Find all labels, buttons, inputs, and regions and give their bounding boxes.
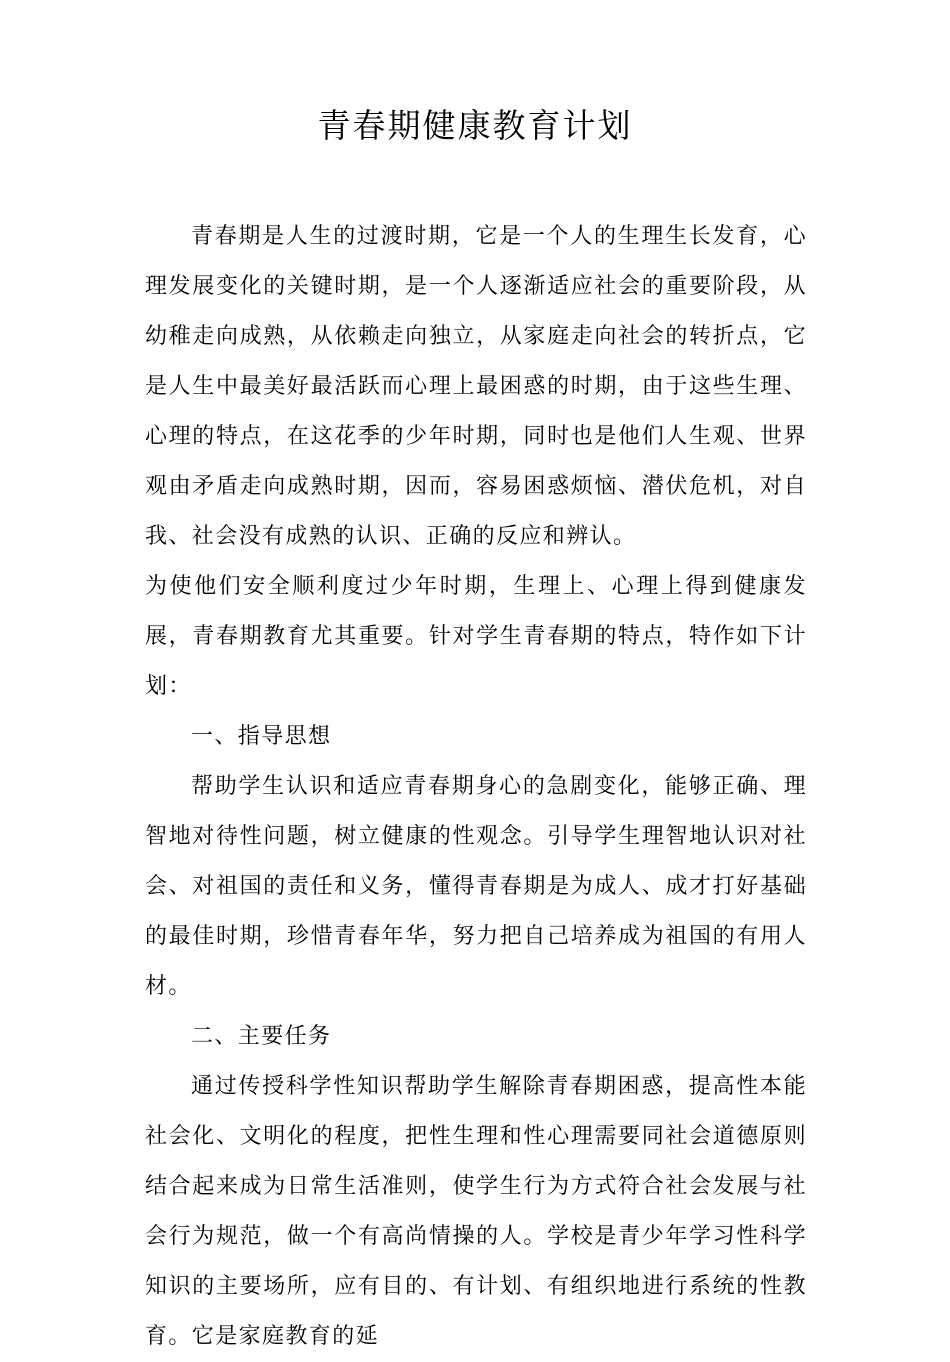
intro-paragraph-1: 青春期是人生的过渡时期，它是一个人的生理生长发育，心理发展变化的关键时期，是一个人逐渐适应社会的重要阶段，从幼稚走向成熟，从依赖走向独立，从家庭走向社会的转折点，它是人生中最美好最活跃而心理上最困惑的时期，由于这些生理、心理的特点，在这花季的少年时期，同时也是他们人生观、世界观由矛盾走向成熟时期，因而，容易困惑烦恼、潜伏危机，对自我、社会没有成熟的认识、正确的反应和辨认。 xyxy=(145,224,807,549)
section-paragraph-main-tasks: 通过传授科学性知识帮助学生解除青春期困惑，提高性本能社会化、文明化的程度，把性生理和性心理需要同社会道德原则结合起来成为日常生活准则，使学生行为方式符合社会发展与社会行为规范，做一个有高尚情操的人。学校是青少年学习性科学知识的主要场所，应有目的、有计划、有组织地进行系统的性教育。它是家庭教育的延 xyxy=(145,1074,807,1349)
section-heading-guiding-ideology: 一、指导思想 xyxy=(191,724,332,749)
document-body xyxy=(145,212,807,1362)
intro-paragraph-2: 为使他们安全顺利度过少年时期，生理上、心理上得到健康发展，青春期教育尤其重要。针对学生青春期的特点，特作如下计划： xyxy=(145,574,807,699)
document-title: 青春期健康教育计划 xyxy=(317,106,633,145)
section-paragraph-guiding-ideology: 帮助学生认识和适应青春期身心的急剧变化，能够正确、理智地对待性问题，树立健康的性观念。引导学生理智地认识对社会、对祖国的责任和义务，懂得青春期是为成人、成才打好基础的最佳时期，珍惜青春年华，努力把自己培养成为祖国的有用人材。 xyxy=(145,774,807,999)
section-heading-main-tasks: 二、主要任务 xyxy=(191,1024,332,1049)
